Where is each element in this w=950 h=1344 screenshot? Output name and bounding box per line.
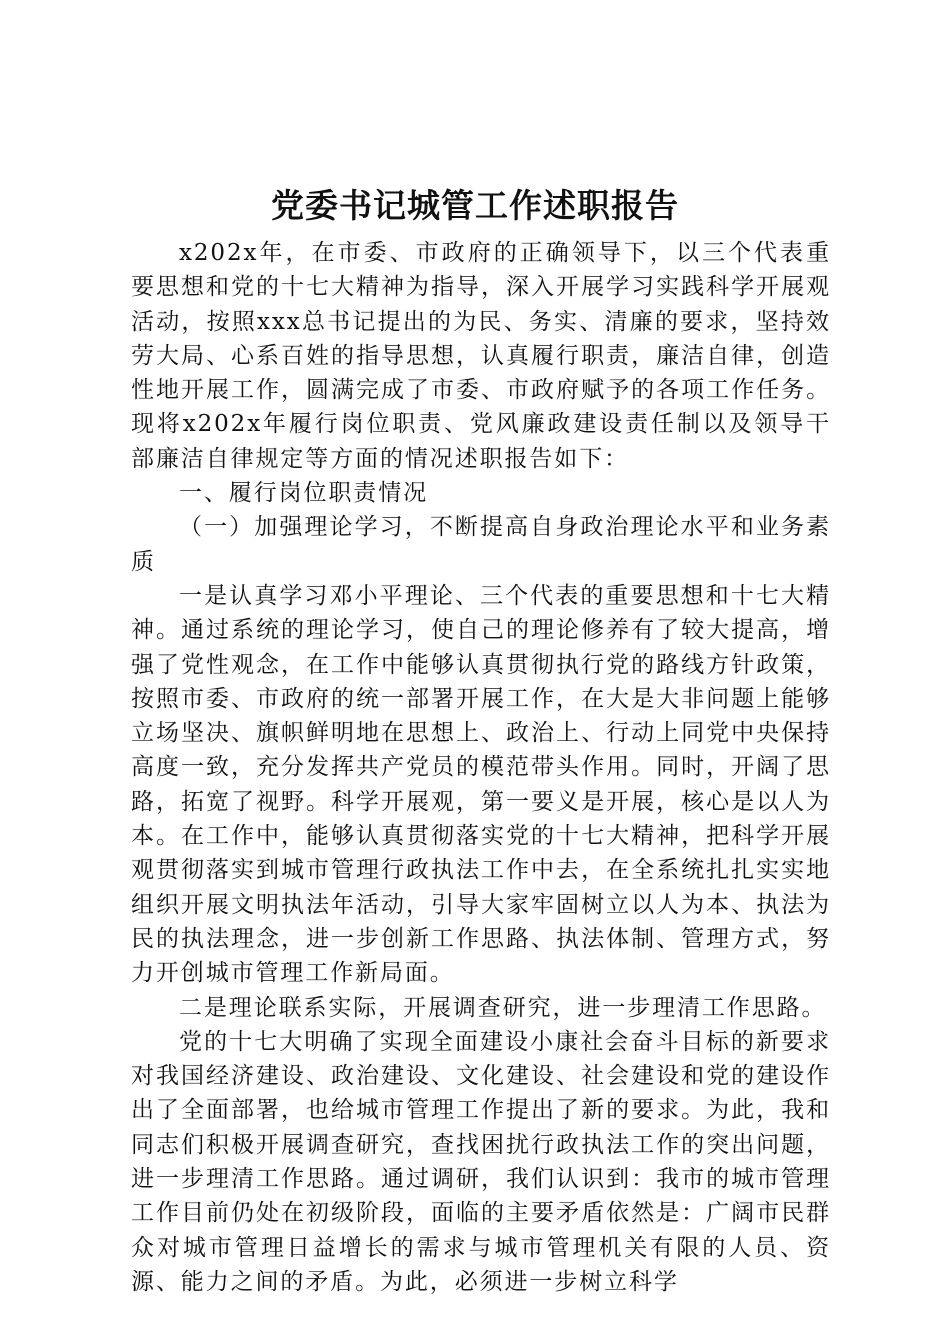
body-paragraph: 一是认真学习邓小平理论、三个代表的重要思想和十七大精神。通过系统的理论学习，使自己的理论修养有了较大提高，增强了党性观念，在工作中能够认真贯彻执行党的路线方针政策，按照市委、市政府的统一部署开展工作，在大是大非问题上能够立场坚决、旗帜鲜明地在思想上、政治上、行动上同党中央保持高度一致，充分发挥共产党员的模范带头作用。同时，开阔了思路，拓宽了视野。科学开展观，第一要义是开展，核心是以人为本。在工作中，能够认真贯彻落实党的十七大精神，把科学开展观贯彻落实到城市管理行政执法工作中去，在全系统扎扎实实地组织开展文明执法年活动，引导大家牢固树立以人为本、执法为民的执法理念，进一步创新工作思路、执法体制、管理方式，努力开创城市管理工作新局面。 (131, 582, 831, 987)
body-paragraph: 党的十七大明确了实现全面建设小康社会奋斗目标的新要求对我国经济建设、政治建设、文化建设、社会建设和党的建设作出了全面部署，也给城市管理工作提出了新的要求。为此，我和同志们积极开展调查研究，查找困扰行政执法工作的突出问题，进一步理清工作思路。通过调研，我们认识到：我市的城市管理工作目前仍处在初级阶段，面临的主要矛盾依然是：广阔市民群众对城市管理日益增长的需求与城市管理机关有限的人员、资源、能力之间的矛盾。为此，必须进一步树立科学 (131, 1028, 831, 1295)
document-body (131, 236, 831, 1299)
section-heading: 一、履行岗位职责情况 (179, 480, 428, 507)
body-paragraph: 二是理论联系实际，开展调查研究，进一步理清工作思路。 (179, 994, 827, 1021)
subsection-heading: （一）加强理论学习，不断提高自身政治理论水平和业务素质 (131, 514, 831, 575)
intro-paragraph: x202x年，在市委、市政府的正确领导下，以三个代表重要思想和党的十七大精神为指导，深入开展学习实践科学开展观活动，按照xxx总书记提出的为民、务实、清廉的要求，坚持效劳大局、心系百姓的指导思想，认真履行职责，廉洁自律，创造性地开展工作，圆满完成了市委、市政府赋予的各项工作任务。现将x202x年履行岗位职责、党风廉政建设责任制以及领导干部廉洁自律规定等方面的情况述职报告如下： (131, 240, 831, 472)
document-title: 党委书记城管工作述职报告 (271, 186, 679, 225)
